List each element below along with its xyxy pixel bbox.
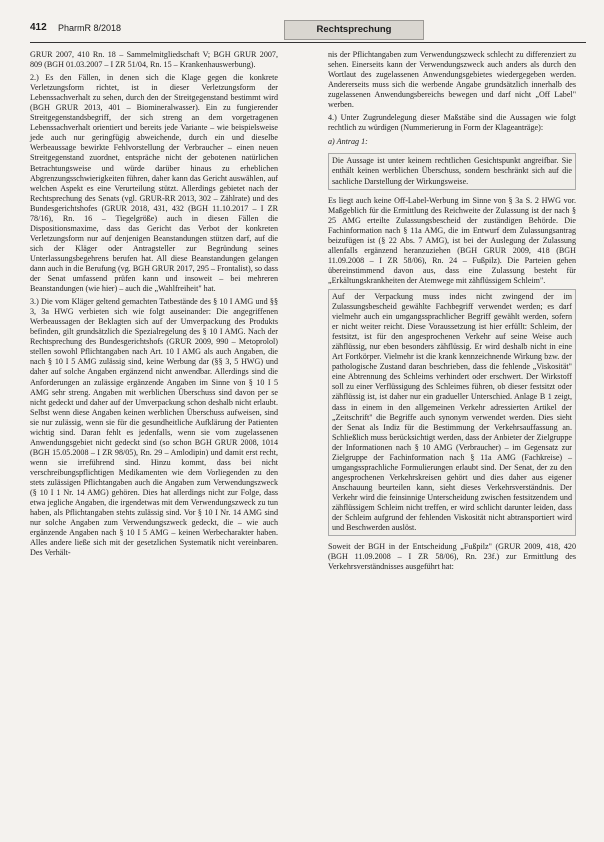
right-column <box>328 50 576 575</box>
left-column <box>30 50 278 561</box>
paragraph: 2.) Es den Fällen, in denen sich die Klage gegen die konkrete Verletzungsform richtet, ist in dieser Verletzungsform der Lebenssachverhalt zu sehen, durch den der Streitgegenstand bestimmt wird (BGH GRUR 2013, 401 – Biomineralwasser). Ein zu fungierender Streitgegenstandsbegriff, der sich streng an dem vorgetragenen Lebenssachverhalt orientiert und bereits jede Variante – wie beispielsweise jede auch nur geringfügig abweichende, durch ein und dieselbe Werbeaussage bewirkte Fehlvorstellung der Verbraucher – einen neuen Streitgegenstand zuordnet, entspräche nicht der gebotenen natürlichen Betrachtungsweise und würde darüber hinaus zu erheblichen Abgrenzungsschwierigkeiten führen, daher kann das Gericht auswählen, auf welchen Aspekt es eine Verurteilung stützt. Allerdings gebietet nach der Rechtsprechung des Senats (vgl. GRUR-RR 2013, 302 – Zählrate) und des Bundesgerichtshofes (GRUR 2018, 431, 432 (BGH 11.10.2017 – I ZR 78/16), Rn. 16 – Tiegelgröße) auch in diesen Fällen die Dispositionsmaxime, dass das Gericht das Verbot der konkreten Verletzungsform nur auf denjenigen Beanstandungen stützen darf, auf die sich der Kläger oder Antragsteller zur Begründung seines Unterlassungsbegehrens berufen hat. All diese Beanstandungen gelangen dann auch in die Berufung (vg. BGH GRUR 2017, 295 – Frontalist), so dass der Senat umfassend prüfen kann und insoweit – bei mehreren Beanstandungen (wie hier) – auch die „Wahlfreiheit" hat. <box>30 73 278 294</box>
paragraph: nis der Pflichtangaben zum Verwendungszweck schlecht zu differenziert zu sehen. Einerseits kann der Verwendungszweck auch anders als durch den Wortlaut des zugelassenen Anwendungsgebietes wiedergegeben werden. Andererseits muss sich die werbende Angabe grundsätzlich innerhalb des zugelassenen Anwendungsbereichs bewegen und darf nicht „Off Label" werben. <box>328 50 576 110</box>
quoted-statement: Auf der Verpackung muss indes nicht zwingend der im Zulassungsbescheid gewählte Fachbegriff verwendet werden; es darf vielmehr auch ein umgangssprachlicher Begriff gewählt werden, sofern er nicht weiter reicht. Diese Voraussetzung ist hier erfüllt: Schleim, der festsitzt, ist für den angesprochenen Verkehr auf seine Weise auch zähflüssig, nur eben besonders zähflüssig. Er wird deshalb nicht in eine Art Fortkörper. Vielmehr ist die krank kennzeichnende Wirkung bzw. der pathologische Zustand daran beschrieben, dass die fehlende „Viskosität" eine Abtrennung des Schleims verhindert oder erschwert. Der Wirkstoff soll zu einer Verflüssigung des Schleimes führen, ob dieser festsitzt oder zähflüssig ist, ist daher nur ein gradueller Unterschied. Anlage B 1 zeigt, dass in einem in den allgemeinen Verkehr adressierten Artikel der „Zeitschrift" die Begriffe auch synonym verwendet werden. Dies sieht der Senat als Indiz für die Bestimmung der Verkehrsauffassung an. Schließlich muss berücksichtigt werden, dass der Anbieter der Zielgruppe der Informationen nach § 10 AMG (Verbraucher) – im Gegensatz zur Zielgruppe der Fachinformation nach § 11a AMG (Fachkreise) – umgangssprachliche Formulierungen erlaubt sind. Der Senat, der zu den angesprochenen Verkehrskreisen gehört und dies daher aus eigener Anschauung beurteilen kann, sieht dieses Verkehrsverständnis. Der Verkehr wird die feinsinnige Unterscheidung zwischen festsitzendem und zähflüssigem Schleim nicht treffen, er wird schlicht darunter leiden, dass der Schleim aufgrund der fehlenden Viskosität nicht abtransportiert wird und Beschwerden auslöst. <box>328 289 576 536</box>
section-title: Rechtsprechung <box>284 20 424 40</box>
paragraph: Soweit der BGH in der Entscheidung „Fußpilz" (GRUR 2009, 418, 420 (BGH 11.09.2008 – I ZR 58/06), Rn. 23f.) zur Ermittlung des Verkehrsverständnisses ausgeführt hat: <box>328 542 576 572</box>
journal-reference: PharmR 8/2018 <box>58 23 122 33</box>
paragraph: 4.) Unter Zugrundelegung dieser Maßstäbe sind die Aussagen wie folgt rechtlich zu würdigen (Nummerierung in Form der Klageanträge): <box>328 113 576 133</box>
quoted-statement: Die Aussage ist unter keinem rechtlichen Gesichtspunkt angreifbar. Sie enthält keinen werblichen Überschuss, sondern beschränkt sich auf die sachliche Darstellung der Wirkungsweise. <box>328 153 576 189</box>
subheading: a) Antrag 1: <box>328 137 368 147</box>
page-number: 412 <box>30 22 47 33</box>
paragraph: GRUR 2007, 410 Rn. 18 – Sammelmitgliedschaft V; BGH GRUR 2007, 809 (BGH 01.03.2007 – I ZR 51/04, Rn. 15 – Krankenhauswerbung). <box>30 50 278 70</box>
header-rule <box>30 42 586 43</box>
paragraph: Es liegt auch keine Off-Label-Werbung im Sinne von § 3a S. 2 HWG vor. Maßgeblich für die Ermittlung des Reichweite der Zulassung ist der nach § 25 AMG erteilte Zulassungsbescheid der zuständigen Behörde. Die Fachinformation nach § 11a AMG, die im Entwurf dem Zulassungsantrag beizufügen ist (§ 22 Abs. 7 AMG), ist bei der Auslegung der Zulassung allenfalls ergänzend heranzuziehen (BGH GRUR 2009, 418 (BGH 11.09.2008 – I ZR 58/06), Rn. 24 – Fußpilz). Die Parteien gehen übereinstimmend davon aus, dass eine Zulassung besteht für „Erkältungskrankheiten der Atemwege mit zähflüssigem Schleim". <box>328 195 576 285</box>
paragraph: 3.) Die vom Kläger geltend gemachten Tatbestände des § 10 I AMG und §§ 3, 3a HWG verbieten sich wie folgt auseinander: Die angegriffenen Werbeaussagen der Beklagten sich auf der Umverpackung des Produkts befinden, gilt grundsätzlich die Spezialregelung des § 10 I AMG. Nach der Rechtsprechung des Bundesgerichtshofs (GRUR 2009, 990 – Metoprolol) stellen sowohl Pflichtangaben nach Art. 10 I AMG als auch Angaben, die nach § 10 I 5 AMG zulässig sind, keine Werbung dar (§§ 3, 5 HWG) und daher auf solche Angaben ergänzend nicht anwendbar. Allerdings sind die Anforderungen an zulässige ergänzende Angaben im Sinne von § 10 I 5 AMG sehr streng. Angaben mit werblichen Überschuss sind davon per se nicht gedeckt und daher auf der Umverpackung schon deshalb nicht erlaubt. Selbst wenn diese Angaben keinen werblichen Überschuss aufweisen, sind sie nur zulässig, wenn sie für die gesundheitliche Aufklärung der Patienten wichtig sind. Daran fehlt es jedenfalls, wenn sie vom zugelassenen Anwendungsgebiet nicht gedeckt sind (so schon BGH GRUR 2008, 1014 (BGH 15.05.2008 – I ZR 98/05), Rn. 29 – Amlodipin) und damit erst recht, wenn sie irreführend sind. Hinzu kommt, dass bei nicht verschreibungspflichtigen Medikamenten wie dem Vorliegenden zu den stets zulässigen Pflichtangaben auch die Angaben zum Verwendungszweck (§ 10 I 1 Nr. 14 AMG) gehören. Dies hat allerdings nicht zur Folge, dass etwa jegliche Angaben, die irgendetwas mit dem Verwendungszweck zu tun haben, als Pflichtangaben stehts zulässig sind. Vor § 10 I Nr. 14 AMG sind nur solche Angaben zum Verwendungszweck gedeckt, die – wie auch ergänzende Angaben nach § 10 I 5 AMG – keinen Werbecharakter haben. Alles andere ließe sich mit der gesetzlichen Systematik nicht vereinbaren. Des Verhält- <box>30 297 278 558</box>
page-header <box>30 18 586 42</box>
